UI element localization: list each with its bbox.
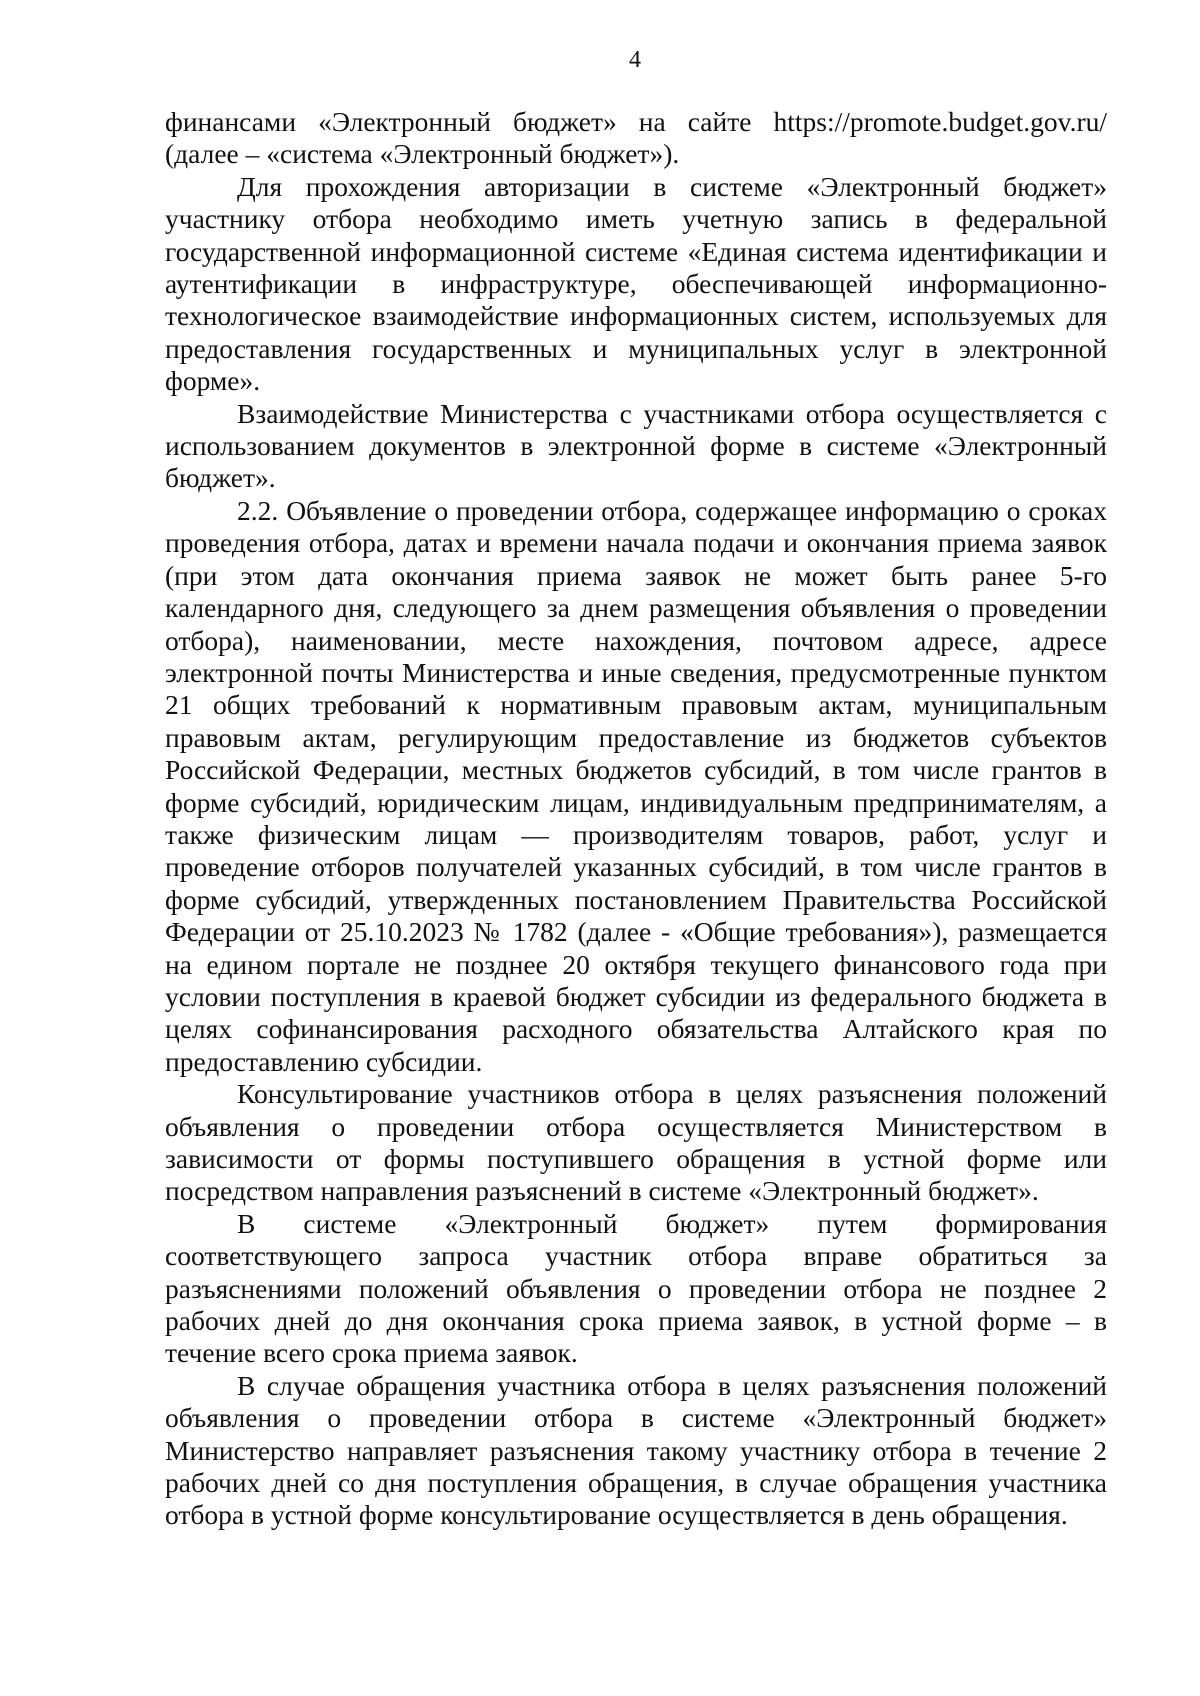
paragraph-consulting: Консультирование участников отбора в целях разъяснения положений объявления о проведении отбора осуществляется Министерством в зависимости от формы поступившего обращения в устной форме или посредством направления разъяснений в системе «Электронный бюджет». [165,1078,1107,1207]
paragraph-continuation: финансами «Электронный бюджет» на сайте https://promote.budget.gov.ru/ (далее – «система «Электронный бюджет»). [165,106,1107,170]
paragraph-section-2-2: 2.2. Объявление о проведении отбора, содержащее информацию о сроках проведения отбора, датах и времени начала подачи и окончания приема заявок (при этом дата окончания приема заявок не может быть ранее 5-го календарного дня, следующего за днем размещения объявления о проведении отбора), наименовании, месте нахождения, почтовом адресе, адресе электронной почты Министерства и иные сведения, предусмотренные пунктом 21 общих требований к нормативным правовым актам, муниципальным правовым актам, регулирующим предоставление из бюджетов субъектов Российской Федерации, местных бюджетов субсидий, в том числе грантов в форме субсидий, юридическим лицам, индивидуальным предпринимателям, а также физическим лицам — производителям товаров, работ, услуг и проведение отборов получателей указанных субсидий, в том числе грантов в форме субсидий, утвержденных постановлением Правительства Российской Федерации от 25.10.2023 № 1782 (далее - «Общие требования»), размещается на едином портале не позднее 20 октября текущего финансового года при условии поступления в краевой бюджет субсидии из федерального бюджета в целях софинансирования расходного обязательства Алтайского края по предоставлению субсидии. [165,494,1107,1077]
page-number: 4 [629,47,641,73]
paragraph-authorization: Для прохождения авторизации в системе «Электронный бюджет» участнику отбора необходимо иметь учетную запись в федеральной государственной информационной системе «Единая система идентификации и аутентификации в инфраструктуре, обеспечивающей информационно-технологическое взаимодействие информационных систем, используемых для предоставления государственных и муниципальных услуг в электронной форме». [165,170,1107,397]
paragraph-interaction: Взаимодействие Министерства с участниками отбора осуществляется с использованием документов в электронной форме в системе «Электронный бюджет». [165,397,1107,494]
paragraph-response: В случае обращения участника отбора в целях разъяснения положений объявления о проведении отбора в системе «Электронный бюджет» Министерство направляет разъяснения такому участнику отбора в течение 2 рабочих дней со дня поступления обращения, в случае обращения участника отбора в устной форме консультирование осуществляется в день обращения. [165,1369,1107,1531]
document-body [165,106,1107,1532]
paragraph-request: В системе «Электронный бюджет» путем формирования соответствующего запроса участник отбора вправе обратиться за разъяснениями положений объявления о проведении отбора не позднее 2 рабочих дней до дня окончания срока приема заявок, в устной форме – в течение всего срока приема заявок. [165,1207,1107,1369]
